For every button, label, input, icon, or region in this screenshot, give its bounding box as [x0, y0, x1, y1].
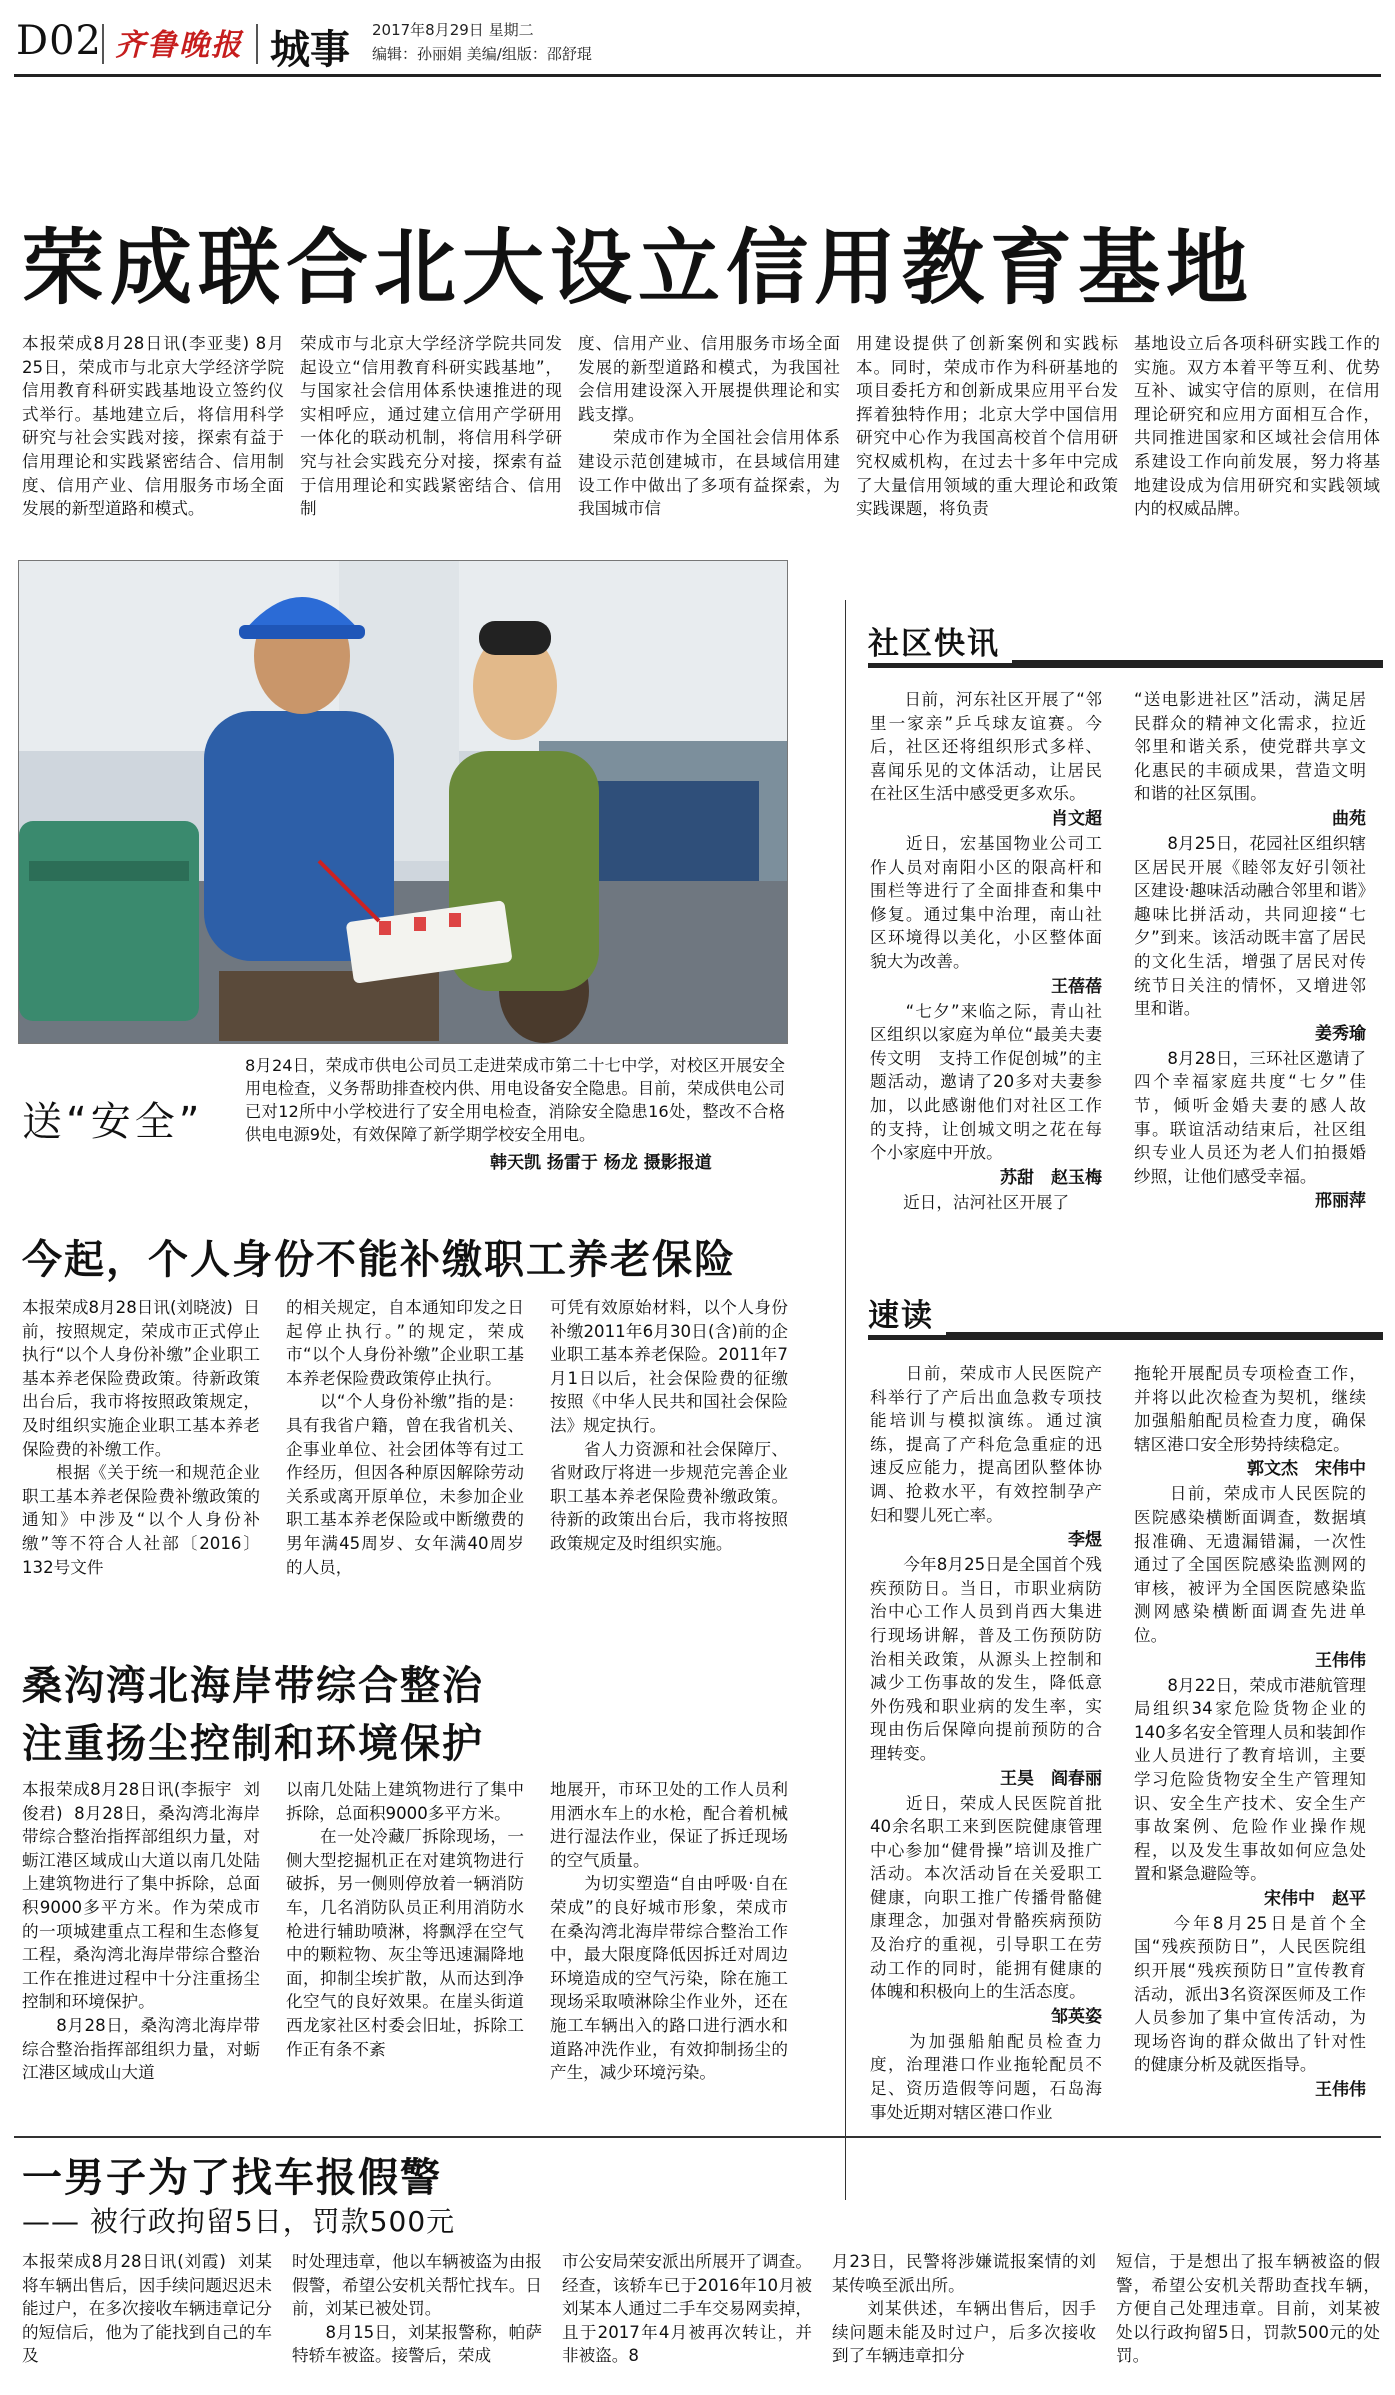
brief-item: 近日，荣成人民医院首批40余名职工来到医院健康管理中心参加“健骨操”培训及推广活动。本次活动旨在关爱职工健康，向职工推广传播骨骼健康理念，加强对骨骼疾病预防及治疗的重视，引导职工在劳动工作的同时，能拥有健康的体魄和积极向上的生活态度。 [870, 1793, 1102, 2002]
brief-author: 王伟伟 [1315, 2080, 1366, 2101]
brief-item: 日前，河东社区开展了“邻里一家亲”乒乓球友谊赛。今后，社区还将组织形式多样、喜闻乐见的文体活动，让居民在社区生活中感受更多欢乐。 [870, 690, 1102, 804]
photo-credit: 韩天凯 扬雷于 杨龙 摄影报道 [490, 1153, 712, 1173]
brief-author: 王蓓蓓 [1051, 976, 1102, 997]
section-title: 城事 [270, 27, 350, 73]
brief-author: 王伟伟 [1315, 1650, 1366, 1671]
brief-author: 郭文杰 宋伟中 [1247, 1459, 1366, 1480]
column-rule [845, 600, 846, 2200]
brief-author: 李煜 [1068, 1530, 1102, 1551]
divider [102, 24, 104, 64]
brief-author: 邹英姿 [1051, 2006, 1102, 2027]
community-right-column [1134, 688, 1366, 1214]
photo-illustration [19, 561, 787, 1043]
brief-item: 8月25日，花园社区组织辖区居民开展《睦邻友好引领社区建设·趣味活动融合邻里和谐》趣味比拼活动，共同迎接“七夕”到来。该活动既丰富了居民的文化生活，增强了居民对传统节日关注的情怀，又增进邻里和谐。 [1134, 833, 1366, 1019]
brief-item: 为加强船舶配员检查力度，治理港口作业拖轮配员不足、资历造假等问题，石岛海事处近期对辖区港口作业 [870, 2031, 1102, 2122]
divider [256, 24, 258, 64]
brief-author: 曲苑 [1332, 808, 1366, 829]
section-rule [14, 2136, 1381, 2138]
brief-item: 8月28日，三环社区邀请了四个幸福家庭共度“七夕”佳节，倾听金婚夫妻的感人故事。联谊活动结束后，社区组织专业人员还为老人们拍摄婚纱照，让他们感受幸福。 [1134, 1048, 1366, 1186]
news-photo [18, 560, 788, 1044]
lead-col-3: 度、信用产业、信用服务市场全面发展的新型道路和模式，为我国社会信用建设深入开展提供理论和实践支撑。 荣成市作为全国社会信用体系建设示范创建城市，在县域信用建设工作中做出了多项有益探索，为我国城市信 [578, 334, 840, 519]
lead-col-4: 用建设提供了创新案例和实践标本。同时，荣成市作为科研基地的项目委托方和创新成果应用平台发挥着独特作用；北京大学中国信用研究中心作为我国高校首个信用研究权威机构，在过去十多年中完成了大量信用领域的重大理论和政策实践课题，将负责 [856, 334, 1118, 519]
pension-col-2: 的相关规定，自本通知印发之日起停止执行。”的规定，荣成市“以个人身份补缴”企业职工基本养老保险费政策停止执行。 以“个人身份补缴”指的是：具有我省户籍，曾在我省机关、企事业单位、社会团体等有过工作经历，但因各种原因解除劳动关系或离开原单位，未参加企业职工基本养老保险或中断缴费的男年满45周岁、女年满40周岁的人员， [286, 1298, 524, 1577]
quick-left-column [870, 1362, 1102, 2124]
brief-item: 近日，宏基国物业公司工作人员对南阳小区的限高杆和围栏等进行了全面排查和集中修复。通过集中治理，南山社区环境得以美化，小区整体面貌大为改善。 [870, 833, 1102, 971]
brief-author: 王昊 阎春丽 [1000, 1768, 1102, 1789]
lead-col-1: 本报荣成8月28日讯(李亚斐) 8月25日，荣成市与北京大学经济学院信用教育科研实践基地设立签约仪式举行。基地建立后，将信用科学研究与社会实践对接，探索有益于信用理论和实践紧密结合、信用制度、信用产业、信用服务市场全面发展的新型道路和模式。 [22, 334, 284, 519]
lead-col-5: 基地设立后各项科研实践工作的实施。双方本着平等互利、优势互补、诚实守信的原则，在信用理论研究和应用方面相互合作，共同推进国家和区域社会信用体系建设工作向前发展，努力将基地建设成为信用研究和实践领域内的权威品牌。 [1134, 334, 1380, 519]
brief-item: 日前，荣成市人民医院的医院感染横断面调查，数据填报准确、无遗漏错漏，一次性通过了全国医院感染监测网的审核，被评为全国医院感染监测网感染横断面调查先进单位。 [1134, 1484, 1366, 1645]
brief-item: 拖轮开展配员专项检查工作，并将以此次检查为契机，继续加强船舶配员检查力度，确保辖区港口安全形势持续稳定。 [1134, 1364, 1366, 1454]
community-left-column [870, 688, 1102, 1214]
car-col-4: 月23日，民警将涉嫌谎报案情的刘某传唤至派出所。 刘某供述，车辆出售后，因手续问题未能及时过户，后多次接收到了车辆违章扣分 [832, 2252, 1096, 2366]
pension-col-3: 可凭有效原始材料，以个人身份补缴2011年6月30日(含)前的企业职工基本养老保险。2011年7月1日以后，社会保险费的征缴按照《中华人民共和国社会保险法》规定执行。 省人力资源和社会保障厅、省财政厅将进一步规范完善企业职工基本养老保险费补缴政策。待新的政策出台后，我市将按照政策规定及时组织实施。 [550, 1298, 788, 1553]
car-col-2: 时处理违章，他以车辆被盗为由报假警，希望公安机关帮忙找车。日前，刘某已被处罚。 8月15日，刘某报警称，帕萨特轿车被盗。接警后，荣成 [292, 2252, 542, 2366]
quick-right-column [1134, 1362, 1366, 2103]
editors: 编辑：孙丽娟 美编/组版：邵舒琨 [372, 45, 592, 63]
car-col-3: 市公安局荣安派出所展开了调查。经查，该轿车已于2016年10月被刘某本人通过二手车交易网卖掉，且于2017年4月被再次转让，并非被盗。8 [562, 2252, 812, 2366]
photo-caption: 8月24日，荣成市供电公司员工走进荣成市第二十七中学，对校区开展安全用电检查，义务帮助排查校内供、用电设备安全隐患。目前，荣成供电公司已对12所中小学校进行了安全用电检查，消除安全隐患16处，整改不合格供电电源9处，有效保障了新学期学校安全用电。 [245, 1056, 785, 1144]
brief-item: 今年8月25日是全国首个残疾预防日。当日，市职业病防治中心工作人员到肖西大集进行现场讲解，普及工伤预防防治相关政策，从源头上控制和减少工伤事故的发生，降低意外伤残和职业病的发生率，实现由伤后保障向提前预防的合理转变。 [870, 1555, 1102, 1763]
brief-author: 宋伟中 赵平 [1264, 1888, 1366, 1909]
brief-item: 近日，沽河社区开展了 [870, 1192, 1070, 1212]
brief-item: “送电影进社区”活动，满足居民群众的精神文化需求，拉近邻里和谐关系，使党群共享文化惠民的丰硕成果，营造文明和谐的社区氛围。 [1134, 690, 1366, 804]
car-headline: 一男子为了找车报假警 [22, 2155, 442, 2201]
photo-title: 送“安全” [22, 1099, 204, 1145]
brief-item: “七夕”来临之际，青山社区组织以家庭为单位“最美夫妻传文明 支持工作促创城”的主题活动，邀请了20多对夫妻参加，以此感谢他们对社区工作的支持，让创城文明之花在每个小家庭中开放。 [870, 1001, 1102, 1163]
lead-col-2: 荣成市与北京大学经济学院共同发起设立“信用教育科研实践基地”，与国家社会信用体系快速推进的现实相呼应，通过建立信用产学研用一体化的联动机制，将信用科学研究与社会实践充分对接，探索有益于信用理论和实践紧密结合、信用制 [300, 334, 562, 519]
car-subhead: —— 被行政拘留5日，罚款500元 [22, 2205, 456, 2238]
pension-col-1: 本报荣成8月28日讯(刘晓波) 日前，按照规定，荣成市正式停止执行“以个人身份补缴”企业职工基本养老保险费政策。待新政策出台后，我市将按照政策规定，及时组织实施企业职工基本养老保险费的补缴工作。 根据《关于统一和规范企业职工基本养老保险费补缴政策的通知》中涉及“以个人身份补缴”等不符合人社部〔2016〕132号文件 [22, 1298, 260, 1577]
pension-headline: 今起，个人身份不能补缴职工养老保险 [22, 1237, 736, 1283]
brief-item: 日前，荣成市人民医院产科举行了产后出血急救专项技能培训与模拟演练。通过演练，提高了产科危急重症的迅速反应能力，提高团队整体协调、抢救水平，有效控制孕产妇和婴儿死亡率。 [870, 1364, 1102, 1525]
brief-item: 今年8月25日是首个全国“残疾预防日”，人民医院组织开展“残疾预防日”宣传教育活动，派出3名资深医师及工作人员参加了集中宣传活动，为现场咨询的群众做出了针对性的健康分析及就医指导。 [1134, 1913, 1366, 2075]
sanggou-headline-1: 桑沟湾北海岸带综合整治 [22, 1663, 484, 1709]
sanggou-col-2: 以南几处陆上建筑物进行了集中拆除，总面积9000多平方米。 在一处冷藏厂拆除现场，一侧大型挖掘机正在对建筑物进行破拆，另一侧则停放着一辆消防车，几名消防队员正利用消防水枪进行辅助喷淋，将飘浮在空气中的颗粒物、灰尘等迅速漏降地面，抑制尘埃扩散，从而达到净化空气的良好效果。在崖头街道西龙家社区村委会旧址，拆除工作正有条不紊 [286, 1780, 524, 2059]
newspaper-logo: 齐鲁晚报 [115, 28, 243, 63]
brief-author: 苏甜 赵玉梅 [1000, 1167, 1102, 1188]
lead-headline: 荣成联合北大设立信用教育基地 [22, 221, 1255, 316]
issue-meta [372, 18, 592, 66]
sanggou-col-3: 地展开，市环卫处的工作人员利用洒水车上的水枪，配合着机械进行湿法作业，保证了拆迁现场的空气质量。 为切实塑造“自由呼吸·自在荣成”的良好城市形象，荣成市在桑沟湾北海岸带综合整治工作中，最大限度降低因拆迁对周边环境造成的空气污染，除在施工现场采取喷淋除尘作业外，还在施工车辆出入的路口进行洒水和道路冲洗作业，有效抑制扬尘的产生，减少环境污染。 [550, 1780, 788, 2083]
page-number: D02 [16, 18, 102, 64]
brief-item: 8月22日，荣成市港航管理局组织34家危险货物企业的140多名安全管理人员和装卸作业人员进行了教育培训，主要学习危险货物安全生产管理知识、安全生产技术、安全生产事故案例、危险作业操作规程，以及发生事故如何应急处置和紧急避险等。 [1134, 1675, 1366, 1884]
sanggou-headline-2: 注重扬尘控制和环境保护 [22, 1721, 484, 1767]
brief-author: 邢丽萍 [1315, 1191, 1366, 1212]
brief-author: 姜秀瑜 [1315, 1023, 1366, 1044]
header-rule [14, 74, 1381, 77]
sanggou-col-1: 本报荣成8月28日讯(李振宇 刘俊君) 8月28日，桑沟湾北海岸带综合整治指挥部组织力量，对蛎江港区域成山大道以南几处陆上建筑物进行了集中拆除，总面积9000多平方米。作为荣成市的一项城建重点工程和生态修复工程，桑沟湾北海岸带综合整治工作在推进过程中十分注重扬尘控制和环境保护。 8月28日，桑沟湾北海岸带综合整治指挥部组织力量，对蛎江港区域成山大道 [22, 1780, 260, 2083]
community-title: 社区快讯 [868, 618, 1012, 663]
issue-date: 2017年8月29日 星期二 [372, 21, 534, 39]
quick-title: 速读 [868, 1290, 946, 1335]
car-col-1: 本报荣成8月28日讯(刘霞) 刘某将车辆出售后，因手续问题迟迟未能过户，在多次接收车辆违章记分的短信后，他为了能找到自己的车及 [22, 2252, 272, 2366]
car-col-5: 短信，于是想出了报车辆被盗的假警，希望公安机关帮助查找车辆，方便自己处理违章。目前，刘某被处以行政拘留5日，罚款500元的处罚。 [1116, 2252, 1380, 2366]
brief-author: 肖文超 [1051, 808, 1102, 829]
